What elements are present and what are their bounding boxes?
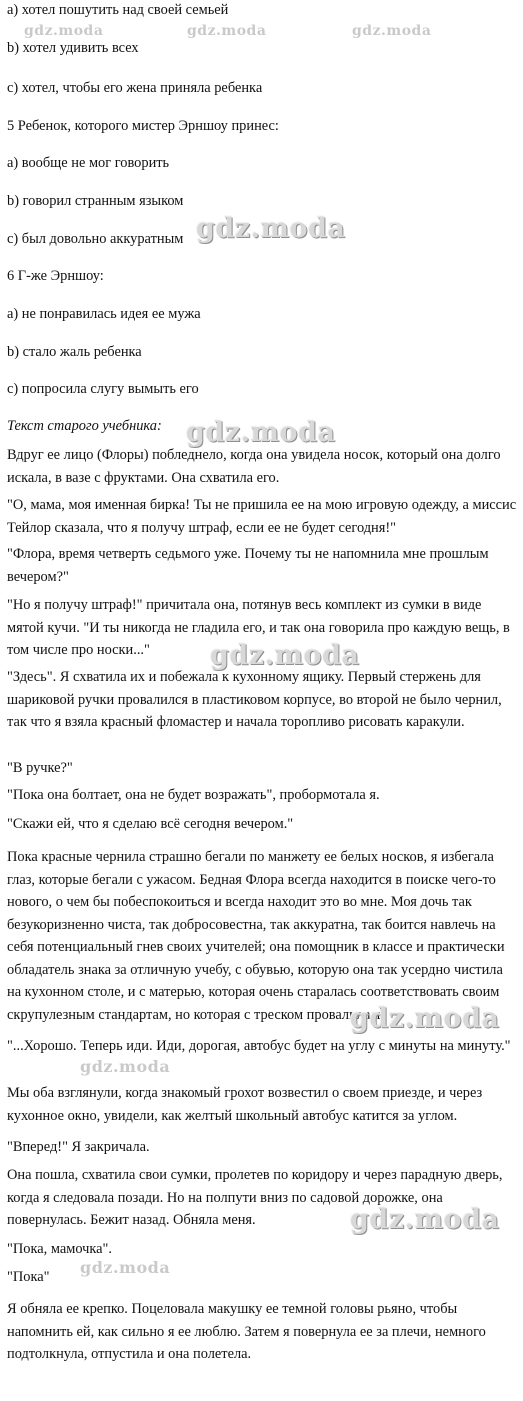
- watermark: gdz.moda: [196, 213, 346, 244]
- watermark: gdz.moda: [186, 417, 336, 448]
- question-5-option-a: a) вообще не мог говорить: [7, 155, 170, 171]
- question-5-option-b: b) говорил странным языком: [7, 193, 184, 209]
- paragraph-14: "Пока, мамочка".: [7, 1241, 113, 1257]
- paragraph-5: "Здесь". Я схватила их и побежала к кухонному ящику. Первый стержень для шариковой ручки провалился в пластиковом корпусе, во второй не было чернил, так что я взяла красный фломастер и начала торопливо рисовать каракули.: [7, 669, 502, 730]
- option-top-a: a) хотел пошутить над своей семьей: [7, 2, 229, 18]
- watermark: gdz.moda: [24, 23, 104, 39]
- paragraph-9: Пока красные чернила страшно бегали по манжету ее белых носков, я избегала глаз, которые бегали с ужасом. Бедная Флора всегда находится в поиске чего-то нового, о чем бы побеспокоиться и всегда находит это во мне. Моя дочь так безукоризненно чиста, так добросовестна, так аккуратна, так боится навлечь на себя потенциальный гнев своих учителей; она помощник в классе и практически обладатель знака за отличную учебу, с обувью, которую она так усердно чистила на кухонном столе, и с матерью, которая очень старалась соответствовать своим скрупулезным стандартам, но которая с треском провалилась.: [7, 849, 505, 1023]
- paragraph-7: "Пока она болтает, она не будет возражать", пробормотала я.: [7, 787, 380, 803]
- question-6-title: 6 Г-же Эрншоу:: [7, 268, 104, 284]
- question-6-option-c: c) попросила слугу вымыть его: [7, 381, 199, 397]
- paragraph-4: "Но я получу штраф!" причитала она, потянув весь комплект из сумки в виде мятой кучи. "И ты никогда не гладила его, и так она говорила про каждую вещь, в том числе про носки...": [7, 597, 510, 658]
- option-top-c: c) хотел, чтобы его жена приняла ребенка: [7, 80, 263, 96]
- option-top-b: b) хотел удивить всех: [7, 40, 139, 56]
- paragraph-15: "Пока": [7, 1269, 50, 1285]
- watermark: gdz.moda: [350, 1003, 500, 1034]
- paragraph-2: "О, мама, моя именная бирка! Ты не пришила ее на мою игровую одежду, а миссис Тейлор сказала, что я получу штраф, если ее не будет сегодня!": [7, 497, 517, 536]
- paragraph-12: "Вперед!" Я закричала.: [7, 1139, 150, 1155]
- paragraph-13: Она пошла, схватила свои сумки, пролетев по коридору и через парадную дверь, когда я следовала позади. Но на полпути вниз по садовой дорожке, она повернулась. Бежит назад. Обняла меня.: [7, 1167, 503, 1228]
- paragraph-11: Мы оба взглянули, когда знакомый грохот возвестил о своем приезде, и через кухонное окно, увидели, как желтый школьный автобус катится за углом.: [7, 1085, 483, 1124]
- paragraph-1: Вдруг ее лицо (Флоры) побледнело, когда она увидела носок, который она долго искала, в вазе с фруктами. Она схватила его.: [7, 447, 501, 486]
- paragraph-8: "Скажи ей, что я сделаю всё сегодня вечером.": [7, 816, 294, 832]
- watermark: gdz.moda: [352, 23, 432, 39]
- old-textbook-label: Текст старого учебника:: [7, 418, 162, 434]
- watermark: gdz.moda: [350, 1204, 500, 1235]
- question-5-title: 5 Ребенок, которого мистер Эрншоу принес:: [7, 118, 279, 134]
- question-5-option-c: c) был довольно аккуратным: [7, 231, 184, 247]
- question-6-option-a: a) не понравилась идея ее мужа: [7, 306, 201, 322]
- question-6-option-b: b) стало жаль ребенка: [7, 344, 142, 360]
- watermark: gdz.moda: [210, 640, 360, 671]
- paragraph-10: "...Хорошо. Теперь иди. Иди, дорогая, автобус будет на углу с минуты на минуту.": [7, 1038, 511, 1054]
- paragraph-16: Я обняла ее крепко. Поцеловала макушку ее темной головы рьяно, чтобы напомнить ей, как сильно я ее люблю. Затем я повернула ее за плечи, немного подтолкнула, отпустила и она полетела.: [7, 1301, 486, 1362]
- watermark: gdz.moda: [80, 1057, 171, 1076]
- paragraph-6: "В ручке?": [7, 760, 73, 776]
- paragraph-3: "Флора, время четверть седьмого уже. Почему ты не напомнила мне прошлым вечером?": [7, 546, 489, 585]
- watermark: gdz.moda: [187, 23, 267, 39]
- watermark: gdz.moda: [80, 1258, 171, 1277]
